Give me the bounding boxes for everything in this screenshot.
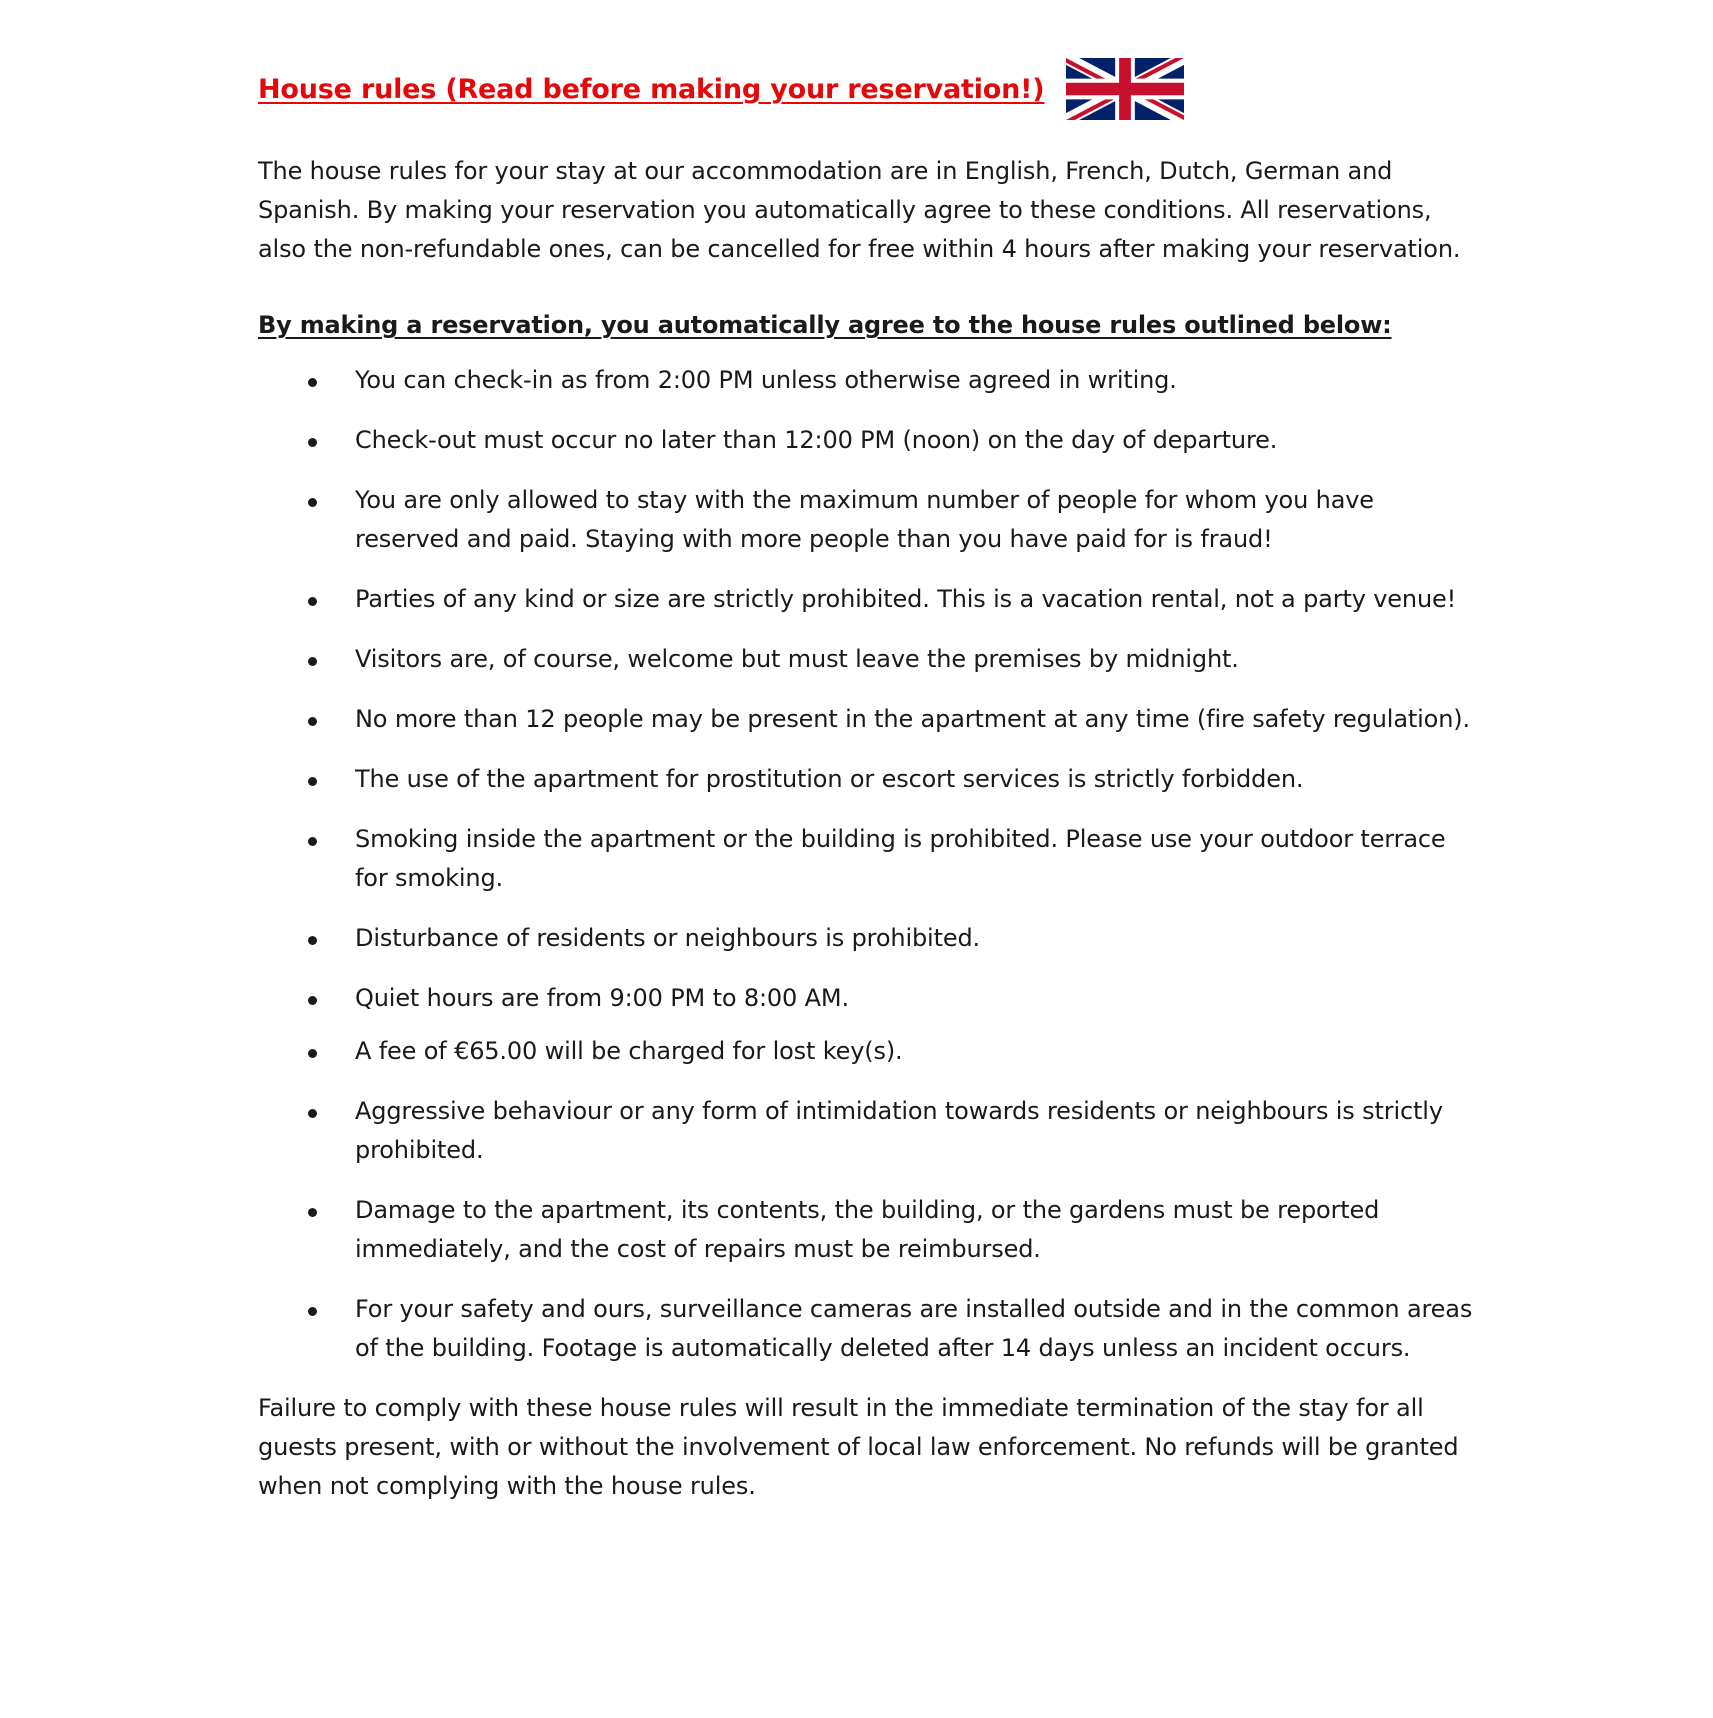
bullet-icon: [308, 996, 317, 1005]
title-row: [258, 56, 1478, 122]
list-item: [258, 580, 1478, 619]
bullet-icon: [308, 936, 317, 945]
list-item: [258, 481, 1478, 559]
bullet-icon: [308, 777, 317, 786]
list-item: [258, 361, 1478, 400]
footer-paragraph: Failure to comply with these house rules will result in the immediate termination of the stay for all guests present, with or without the involvement of local law enforcement. No refunds will be granted when not complying with the house rules.: [258, 1394, 1459, 1500]
uk-flag-icon: [1066, 58, 1184, 120]
list-item: [258, 421, 1478, 460]
rule-text: Quiet hours are from 9:00 PM to 8:00 AM.: [355, 984, 849, 1012]
bullet-icon: [308, 1208, 317, 1217]
rule-text: Damage to the apartment, its contents, the building, or the gardens must be reported immediately, and the cost of repairs must be reimbursed.: [355, 1196, 1380, 1263]
bullet-icon: [308, 1307, 317, 1316]
rule-text: For your safety and ours, surveillance cameras are installed outside and in the common areas of the building. Footage is automatically deleted after 14 days unless an incident occurs.: [355, 1295, 1473, 1362]
rule-text: You are only allowed to stay with the maximum number of people for whom you have reserved and paid. Staying with more people than you have paid for is fraud!: [355, 486, 1374, 553]
list-item: [258, 700, 1478, 739]
list-item: [258, 820, 1478, 898]
rule-text: Smoking inside the apartment or the building is prohibited. Please use your outdoor terrace for smoking.: [355, 825, 1446, 892]
bullet-icon: [308, 837, 317, 846]
bullet-icon: [308, 1049, 317, 1058]
rule-text: The use of the apartment for prostitution or escort services is strictly forbidden.: [355, 765, 1304, 793]
bullet-icon: [308, 597, 317, 606]
list-item: [258, 1290, 1478, 1368]
bullet-icon: [308, 438, 317, 447]
rule-text: Aggressive behaviour or any form of intimidation towards residents or neighbours is strictly prohibited.: [355, 1097, 1443, 1164]
rule-text: No more than 12 people may be present in the apartment at any time (fire safety regulation).: [355, 705, 1470, 733]
list-item: [258, 1092, 1478, 1170]
rule-text: A fee of €65.00 will be charged for lost key(s).: [355, 1037, 903, 1065]
page-title: House rules (Read before making your reservation!): [258, 73, 1045, 105]
bullet-icon: [308, 657, 317, 666]
list-item: [258, 919, 1478, 958]
rule-text: Visitors are, of course, welcome but must leave the premises by midnight.: [355, 645, 1239, 673]
rule-text: Check-out must occur no later than 12:00 PM (noon) on the day of departure.: [355, 426, 1278, 454]
list-item: [258, 760, 1478, 799]
bullet-icon: [308, 717, 317, 726]
bullet-icon: [308, 378, 317, 387]
list-item: [258, 1191, 1478, 1269]
list-item: [258, 640, 1478, 679]
intro-paragraph: The house rules for your stay at our accommodation are in English, French, Dutch, German and Spanish. By making your reservation you automatically agree to these conditions. All reservations, also the non-refundable ones, can be cancelled for free within 4 hours after making your reservation.: [258, 157, 1461, 263]
bullet-icon: [308, 1109, 317, 1118]
list-item: [258, 979, 1478, 1018]
rule-text: Parties of any kind or size are strictly prohibited. This is a vacation rental, not a party venue!: [355, 585, 1457, 613]
bullet-icon: [308, 498, 317, 507]
rule-text: You can check-in as from 2:00 PM unless otherwise agreed in writing.: [355, 366, 1177, 394]
list-item: [258, 1032, 1478, 1071]
document-page: [258, 56, 1478, 1506]
agreement-heading: By making a reservation, you automatically agree to the house rules outlined below:: [258, 311, 1392, 339]
rule-text: Disturbance of residents or neighbours is prohibited.: [355, 924, 981, 952]
rules-list: [258, 361, 1478, 1368]
